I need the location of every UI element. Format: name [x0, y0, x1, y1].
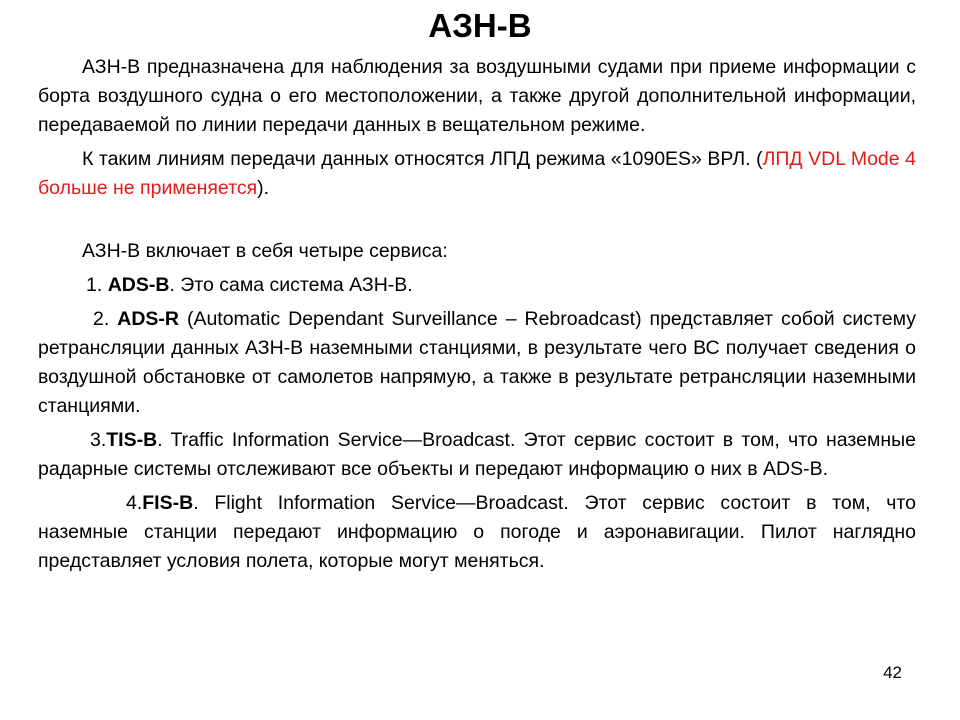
note-open: ( — [756, 148, 763, 170]
service-item-tis-b — [38, 426, 916, 484]
service-item-ads-b — [38, 271, 916, 300]
service-text: . Это сама система АЗН-В. — [169, 274, 413, 296]
service-number: 2. — [93, 308, 118, 330]
links-text: К таким линиям передачи данных относятся ЛПД режима «1090ES» ВРЛ. — [82, 148, 751, 170]
service-name: TIS-B — [106, 429, 158, 451]
service-item-fis-b — [38, 489, 916, 576]
service-item-ads-r — [38, 305, 916, 421]
service-number: 1. — [86, 274, 108, 296]
slide-body — [38, 53, 916, 576]
page-number: 42 — [883, 663, 902, 682]
services-intro: АЗН-В включает в себя четыре сервиса: — [82, 240, 448, 262]
slide-title: АЗН-В — [428, 7, 532, 44]
vdl-note: ЛПД VDL Mode 4 больше не применяется — [38, 148, 916, 199]
links-paragraph — [38, 145, 916, 203]
service-name: ADS-B — [107, 274, 170, 296]
service-name: ADS-R — [117, 308, 179, 330]
service-number: 4. — [126, 492, 143, 514]
intro-paragraph: АЗН-В предназначена для наблюдения за воздушными судами при приеме информации с борта воздушного судна о его местоположении, а также другой дополнительной информации, передаваемой по линии передачи данных в вещательном режиме. — [38, 56, 916, 136]
service-text: (Automatic Dependant Surveillance – Rebroadcast) представляет собой систему ретрансляции данных АЗН-В наземными станциями, в результате чего ВС получает сведения о воздушной обстановке от самолетов напрямую, а также в результате ретрансляции наземными станциями. — [38, 308, 916, 417]
service-number: 3. — [90, 429, 107, 451]
service-name: FIS-B — [142, 492, 194, 514]
note-close: ). — [257, 177, 270, 199]
service-text: . Traffic Information Service—Broadcast. Этот сервис состоит в том, что наземные радарные системы отслеживают все объекты и передают информацию о них в ADS-B. — [38, 429, 916, 480]
service-text: . Flight Information Service—Broadcast. Этот сервис состоит в том, что наземные станции передают информацию о погоде и аэронавигации. Пилот наглядно представляет условия полета, которые могут меняться. — [38, 492, 916, 572]
